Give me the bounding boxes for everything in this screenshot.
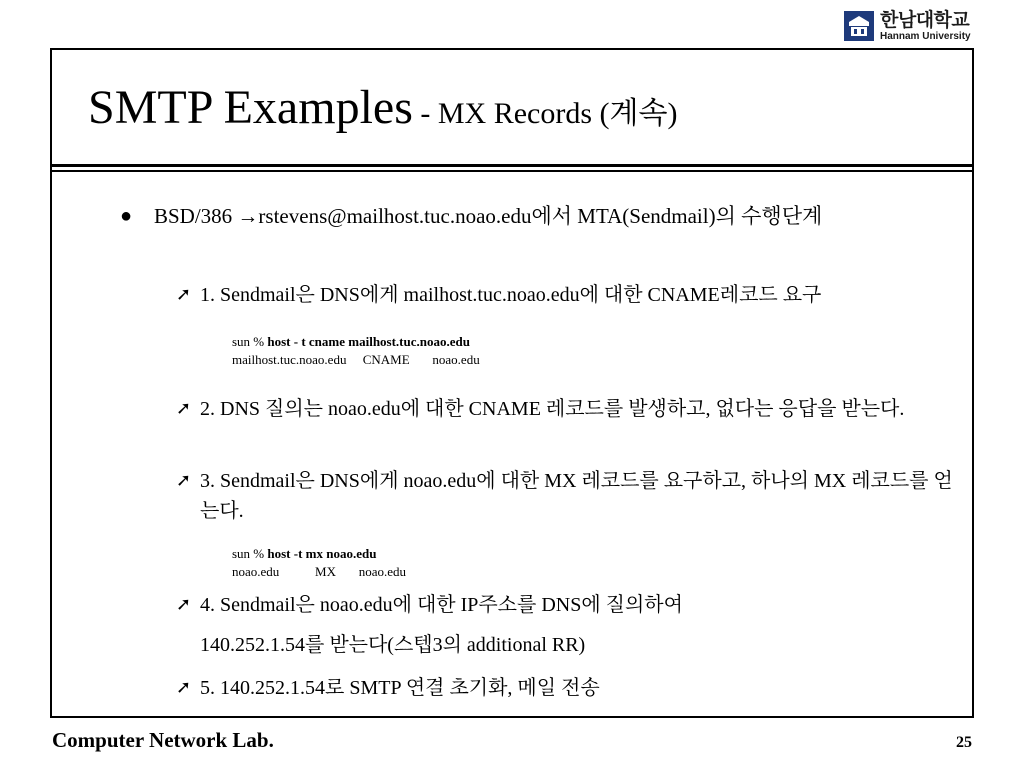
main-bullet-text: BSD/386 →rstevens@mailhost.tuc.noao.edu에서 MTA(Sendmail)의 수행단계 [154, 204, 823, 228]
step-text-4-continued: 140.252.1.54를 받는다(스텝3의 additional RR) [200, 634, 586, 656]
code-command: host -t mx noao.edu [267, 546, 377, 561]
code-block-mx [232, 545, 406, 581]
code-prompt: sun % [232, 334, 268, 349]
step-item-1 [176, 280, 956, 310]
north-east-arrow-icon: ➚ [176, 594, 192, 615]
slide-title [88, 81, 678, 134]
north-east-arrow-icon: ➚ [176, 470, 192, 491]
step-item-4-continued [176, 630, 956, 660]
code-block-cname [232, 333, 480, 369]
footer-lab-name: Computer Network Lab. [52, 728, 274, 752]
code-result-host: noao.edu [232, 564, 280, 579]
code-result-value: noao.edu [358, 564, 407, 579]
step-text-2: 2. DNS 질의는 noao.edu에 대한 CNAME 레코드를 발생하고, 없다는 응답을 받는다. [200, 398, 905, 420]
slide-title-main: SMTP Examples [88, 81, 413, 134]
main-bullet [122, 200, 952, 233]
page-number: 25 [956, 734, 972, 751]
slide-title-sub: - MX Records (계속) [412, 97, 678, 130]
code-command: host - t cname mailhost.tuc.noao.edu [267, 334, 470, 349]
hannam-emblem-icon [844, 11, 874, 41]
code-result-value: noao.edu [432, 352, 480, 367]
logo-english-name: Hannam University [880, 30, 971, 42]
north-east-arrow-icon: ➚ [176, 677, 192, 698]
north-east-arrow-icon: ➚ [176, 398, 192, 419]
bullet-dot-icon: ● [120, 205, 133, 227]
step-item-3 [176, 466, 956, 526]
step-item-5 [176, 673, 956, 703]
step-item-2 [176, 394, 956, 424]
university-logo [844, 8, 971, 44]
code-result-type: CNAME [362, 352, 410, 367]
code-prompt: sun % [232, 546, 268, 561]
title-divider-thin [52, 170, 972, 172]
step-item-4 [176, 590, 956, 620]
step-text-4: 4. Sendmail은 noao.edu에 대한 IP주소를 DNS에 질의하여 [200, 594, 683, 616]
step-text-3: 3. Sendmail은 DNS에게 noao.edu에 대한 MX 레코드를 요구하고, 하나의 MX 레코드를 얻는다. [200, 470, 953, 522]
step-text-5: 5. 140.252.1.54로 SMTP 연결 초기화, 메일 전송 [200, 677, 600, 699]
title-divider-thick [52, 164, 972, 167]
code-result-type: MX [315, 564, 336, 579]
logo-korean-name: 한남대학교 [880, 8, 970, 31]
code-result-host: mailhost.tuc.noao.edu [232, 352, 347, 367]
north-east-arrow-icon: ➚ [176, 284, 192, 305]
step-text-1: 1. Sendmail은 DNS에게 mailhost.tuc.noao.edu에 대한 CNAME레코드 요구 [200, 284, 822, 306]
